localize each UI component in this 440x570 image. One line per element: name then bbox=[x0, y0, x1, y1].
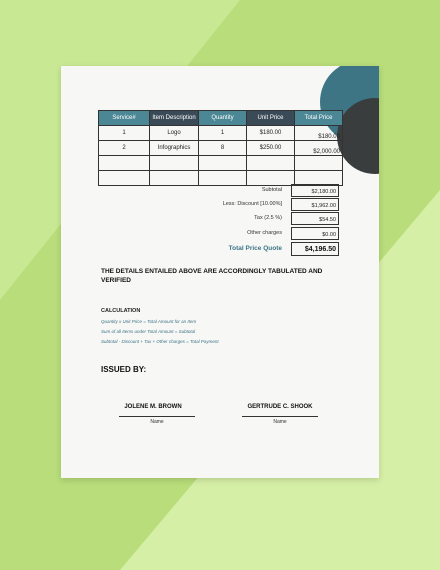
calculation-title: CALCULATION bbox=[101, 308, 141, 314]
cell-unit-price bbox=[247, 171, 295, 186]
total-quote-value: $4,196.50 bbox=[291, 242, 339, 256]
issued-by-heading: ISSUED BY: bbox=[101, 365, 147, 374]
header-quantity: Quantity bbox=[199, 111, 247, 126]
cell-total-price: $180.00 bbox=[295, 126, 343, 141]
total-quote-label: Total Price Quote bbox=[228, 245, 282, 252]
calculation-line: Subtotal - Discount + Tax + Other charges = Total Payment bbox=[101, 339, 219, 344]
table-row bbox=[99, 141, 343, 156]
verification-statement: THE DETAILS ENTAILED ABOVE ARE ACCORDINGLY TABULATED AND VERIFIED bbox=[101, 268, 323, 284]
cell-description: Logo bbox=[150, 126, 199, 141]
cell-unit-price: $180.00 bbox=[247, 126, 295, 141]
quote-document bbox=[61, 66, 379, 478]
discount-value: $1,962.00 bbox=[291, 198, 339, 211]
table-row bbox=[99, 156, 343, 171]
header-unit-price: Unit Price bbox=[247, 111, 295, 126]
calculation-line: Quantity x Unit Price = Total Amount for an Item bbox=[101, 319, 197, 324]
table-header-row bbox=[99, 111, 343, 126]
signature-role: Name bbox=[273, 419, 287, 425]
other-charges-value: $0.00 bbox=[291, 227, 339, 240]
table-row bbox=[99, 126, 343, 141]
cell-description: Infographics bbox=[150, 141, 199, 156]
other-charges-label: Other charges bbox=[247, 230, 282, 236]
signature-name: JOLENE M. BROWN bbox=[124, 404, 182, 410]
cell-description bbox=[150, 156, 199, 171]
cell-unit-price bbox=[247, 156, 295, 171]
cell-unit-price: $250.00 bbox=[247, 141, 295, 156]
discount-label: Less: Discount [10.00%] bbox=[222, 201, 282, 207]
calculation-line: Sum of all Items under Total Amount = Subtotal bbox=[101, 329, 196, 334]
cell-service bbox=[99, 171, 150, 186]
signature-role: Name bbox=[150, 419, 164, 425]
cell-total-price bbox=[295, 156, 343, 171]
tax-label: Tax (2.5 %) bbox=[254, 215, 282, 221]
signature-line bbox=[119, 416, 195, 417]
cell-total-price: $2,000.00 bbox=[295, 141, 343, 156]
subtotal-label: Subtotal bbox=[261, 187, 282, 193]
header-total-price: Total Price bbox=[295, 111, 343, 126]
cell-quantity bbox=[199, 171, 247, 186]
cell-service bbox=[99, 156, 150, 171]
cell-service: 2 bbox=[99, 141, 150, 156]
signature-name: GERTRUDE C. SHOOK bbox=[247, 404, 313, 410]
cell-service: 1 bbox=[99, 126, 150, 141]
signature-line bbox=[242, 416, 318, 417]
cell-quantity: 8 bbox=[199, 141, 247, 156]
header-service: Service# bbox=[99, 111, 150, 126]
cell-quantity bbox=[199, 156, 247, 171]
header-description: Item Description bbox=[150, 111, 199, 126]
tax-value: $54.50 bbox=[291, 212, 339, 225]
cell-description bbox=[150, 171, 199, 186]
items-table bbox=[98, 110, 343, 186]
subtotal-value: $2,180.00 bbox=[291, 184, 339, 197]
cell-quantity: 1 bbox=[199, 126, 247, 141]
